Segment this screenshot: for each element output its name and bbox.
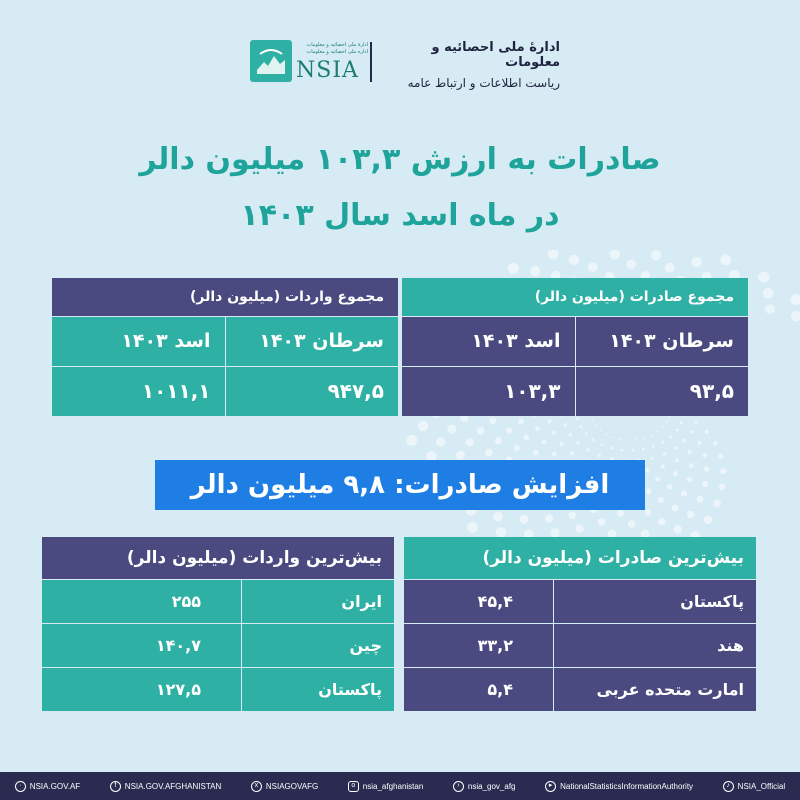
decorative-dot [720, 468, 726, 474]
decorative-dot [406, 435, 417, 446]
decorative-dot [687, 477, 693, 483]
social-link-label: NSIA.GOV.AF [29, 781, 81, 791]
department-name: ریاست اطلاعات و ارتباط عامه [407, 76, 560, 90]
decorative-dot [575, 524, 583, 532]
decorative-dot [576, 441, 579, 444]
decorative-dot [569, 512, 577, 520]
value-cell: ۹۳,۵ [689, 379, 734, 403]
table-row [402, 316, 748, 366]
table-row [404, 579, 756, 623]
period-cell: سرطان ۱۴۰۳ [609, 330, 734, 352]
decorative-dot [680, 421, 683, 424]
decorative-dot [719, 484, 726, 491]
imports-total-table [52, 278, 398, 416]
decorative-dot [661, 441, 664, 444]
decorative-dot [621, 449, 624, 452]
decorative-dot [687, 511, 695, 519]
decorative-dot [676, 429, 679, 432]
decorative-dot [651, 434, 653, 436]
decorative-dot [520, 515, 529, 524]
decorative-dot [467, 522, 478, 533]
decorative-dot [612, 436, 614, 438]
decorative-dot [588, 262, 598, 272]
period-cell: سرطان ۱۴۰۳ [259, 330, 384, 352]
social-link-label: NSIA_Official [737, 781, 786, 791]
decorative-dot [560, 442, 564, 446]
social-link-label: nsia_gov_afg [467, 781, 516, 791]
decorative-dot [485, 449, 493, 457]
decorative-dot [791, 311, 800, 321]
top-imports-table [42, 537, 394, 711]
social-link-instagram[interactable] [348, 781, 424, 792]
value-cell: ۱۰۳,۳ [402, 367, 576, 416]
decorative-dot [765, 304, 775, 314]
decorative-dot [586, 448, 589, 451]
table-row [42, 623, 394, 667]
youtube-icon: ▸ [545, 781, 556, 792]
decorative-dot [713, 500, 721, 508]
decorative-dot [585, 432, 588, 435]
decorative-dot [495, 437, 502, 444]
decorative-dot [673, 471, 678, 476]
social-link-x[interactable] [251, 781, 318, 792]
decorative-dot [595, 425, 597, 427]
social-link-facebook[interactable] [110, 781, 221, 792]
decorative-dot [579, 425, 582, 428]
decorative-dot [628, 439, 630, 441]
decorative-dot [652, 445, 655, 448]
decorative-dot [702, 481, 708, 487]
table-row [404, 667, 756, 711]
decorative-dot [675, 458, 679, 462]
value-cell: ۱۰۱۱,۱ [52, 367, 226, 416]
decorative-dot [477, 427, 485, 435]
x-twitter-icon: x [251, 781, 262, 792]
country-cell: پاکستان [680, 592, 744, 611]
decorative-dot [418, 421, 428, 431]
decorative-dot [666, 421, 668, 423]
decorative-dot [758, 272, 769, 283]
decorative-dot [617, 510, 624, 517]
country-cell: چین [349, 636, 382, 655]
period-cell: اسد ۱۴۰۳ [402, 317, 576, 366]
decorative-dot [636, 439, 638, 441]
decorative-dot [791, 294, 800, 305]
social-link-telegram[interactable] [453, 781, 516, 792]
decorative-dot [691, 257, 701, 267]
decorative-dot [631, 449, 634, 452]
decorative-dot [681, 491, 687, 497]
decorative-dot [669, 435, 672, 438]
decorative-dot [606, 433, 608, 435]
decorative-dot [592, 438, 595, 441]
decorative-dot [689, 463, 694, 468]
logo-small-text: ادارهٔ ملی احصائیه و معلومات اداره ملی احصائیه و معلومات [306, 42, 368, 55]
decorative-dot [697, 496, 704, 503]
period-cell: اسد ۱۴۰۳ [52, 317, 226, 366]
table-row [402, 366, 748, 416]
decorative-dot [662, 426, 664, 428]
table-row [52, 316, 398, 366]
export-increase-banner: افزایش صادرات: ۹,۸ میلیون دالر [155, 460, 645, 510]
value-cell: ۱۲۷,۵ [42, 668, 242, 711]
decorative-dot [610, 250, 620, 260]
table-row [42, 667, 394, 711]
decorative-dot [713, 441, 718, 446]
decorative-dot [508, 263, 519, 274]
decorative-dot [720, 254, 731, 265]
decorative-dot [651, 250, 661, 260]
decorative-dot [489, 417, 496, 424]
decorative-dot [663, 452, 666, 455]
value-cell: ۴۵,۴ [404, 580, 554, 623]
decorative-dot [563, 424, 566, 427]
value-cell: ۳۳,۲ [404, 624, 554, 667]
decorative-dot [598, 518, 606, 526]
org-name: ادارهٔ ملی احصائیه و معلومات [431, 40, 560, 70]
country-cell: هند [717, 636, 744, 655]
decorative-dot [661, 464, 665, 468]
decorative-dot [683, 439, 686, 442]
decorative-dot [628, 520, 636, 528]
decorative-dot [704, 466, 710, 472]
top-exports-table [404, 537, 756, 711]
top-imports-header: بیش‌ترین واردات (میلیون دالر) [42, 537, 394, 579]
exports-total-header: مجموع صادرات (میلیون دالر) [402, 278, 748, 316]
decorative-dot [542, 440, 547, 445]
country-cell: پاکستان [318, 680, 382, 699]
decorative-dot [570, 451, 574, 455]
decorative-dot [698, 441, 702, 445]
decorative-dot [704, 516, 712, 524]
social-link-label: NSIA.GOV.AFGHANISTAN [124, 781, 222, 791]
decorative-dot [436, 437, 446, 447]
decorative-dot [671, 505, 678, 512]
decorative-dot [552, 452, 557, 457]
logo-divider [370, 42, 372, 82]
decorative-dot [600, 429, 602, 431]
decorative-dot [569, 255, 579, 265]
decorative-dot [657, 431, 659, 433]
decorative-dot [533, 450, 539, 456]
table-row [52, 366, 398, 416]
decorative-dot [598, 454, 601, 457]
decorative-dot [687, 450, 691, 454]
logo-wordmark: NSIA [296, 58, 359, 83]
decorative-dot [569, 433, 572, 436]
decorative-dot [718, 454, 724, 460]
decorative-dot [658, 497, 664, 503]
decorative-dot [591, 419, 593, 421]
decorative-dot [506, 427, 512, 433]
decorative-dot [650, 457, 653, 460]
social-footer [0, 772, 800, 800]
title-line-1: صادرات به ارزش ۱۰۳,۳ میلیون دالر [139, 142, 661, 177]
decorative-dot [674, 446, 677, 449]
decorative-dot [466, 438, 474, 446]
table-row [404, 623, 756, 667]
imports-total-header: مجموع واردات (میلیون دالر) [52, 278, 398, 316]
decorative-dot [665, 263, 675, 273]
globe-icon: · [15, 781, 26, 792]
decorative-dot [530, 266, 540, 276]
decorative-dot [645, 509, 652, 516]
facebook-icon: f [110, 781, 121, 792]
country-cell: ایران [341, 592, 382, 611]
decorative-dot [545, 515, 553, 523]
social-link-tiktok[interactable] [723, 781, 785, 792]
decorative-dot [547, 419, 551, 423]
org-name-block [382, 40, 560, 90]
decorative-dot [690, 430, 693, 433]
social-link-label: nsia_afghanistan [362, 781, 424, 791]
decorative-dot [524, 435, 530, 441]
social-link-label: NationalStatisticsInformationAuthority [560, 781, 694, 791]
decorative-dot [658, 518, 666, 526]
value-cell: ۹۴۷,۵ [327, 379, 384, 403]
decorative-dot [548, 250, 559, 259]
telegram-icon: › [453, 781, 464, 792]
decorative-dot [552, 431, 556, 435]
value-cell: ۱۴۰,۷ [42, 624, 242, 667]
decorative-dot [514, 445, 520, 451]
value-cell: ۲۵۵ [42, 580, 242, 623]
decorative-dot [655, 477, 660, 482]
decorative-dot [551, 528, 560, 537]
decorative-dot [702, 453, 707, 458]
decorative-dot [610, 447, 613, 450]
decorative-dot [763, 288, 773, 298]
top-exports-header: بیش‌ترین صادرات (میلیون دالر) [404, 537, 756, 579]
social-link-label: NSIAGOVAFG [265, 781, 319, 791]
title-line-2: در ماه اسد سال ۱۴۰۳ [240, 198, 560, 233]
decorative-dot [576, 418, 579, 421]
decorative-dot [620, 438, 622, 440]
decorative-dot [493, 512, 503, 522]
decorative-dot [456, 451, 465, 460]
decorative-dot [673, 525, 681, 533]
exports-total-table [402, 278, 748, 416]
value-cell: ۵,۴ [404, 668, 554, 711]
tiktok-icon: ♪ [723, 781, 734, 792]
decorative-dot [642, 448, 645, 451]
decorative-dot [667, 484, 673, 490]
decorative-dot [626, 260, 636, 270]
decorative-dot [447, 425, 456, 434]
nsia-emblem-icon [250, 40, 292, 82]
table-row [42, 579, 394, 623]
decorative-dot [645, 468, 649, 472]
country-cell: امارت متحده عربی [596, 680, 744, 699]
decorative-dot [518, 419, 524, 425]
decorative-dot [694, 420, 697, 423]
decorative-dot [535, 426, 540, 431]
decorative-dot [644, 437, 646, 439]
decorative-dot [646, 489, 652, 495]
header-logo [250, 40, 560, 90]
social-link-website[interactable] [15, 781, 80, 792]
decorative-dot [600, 443, 603, 446]
decorative-dot [705, 430, 709, 434]
page-title [0, 132, 800, 244]
social-link-youtube[interactable] [545, 781, 693, 792]
instagram-icon: o [348, 781, 359, 792]
